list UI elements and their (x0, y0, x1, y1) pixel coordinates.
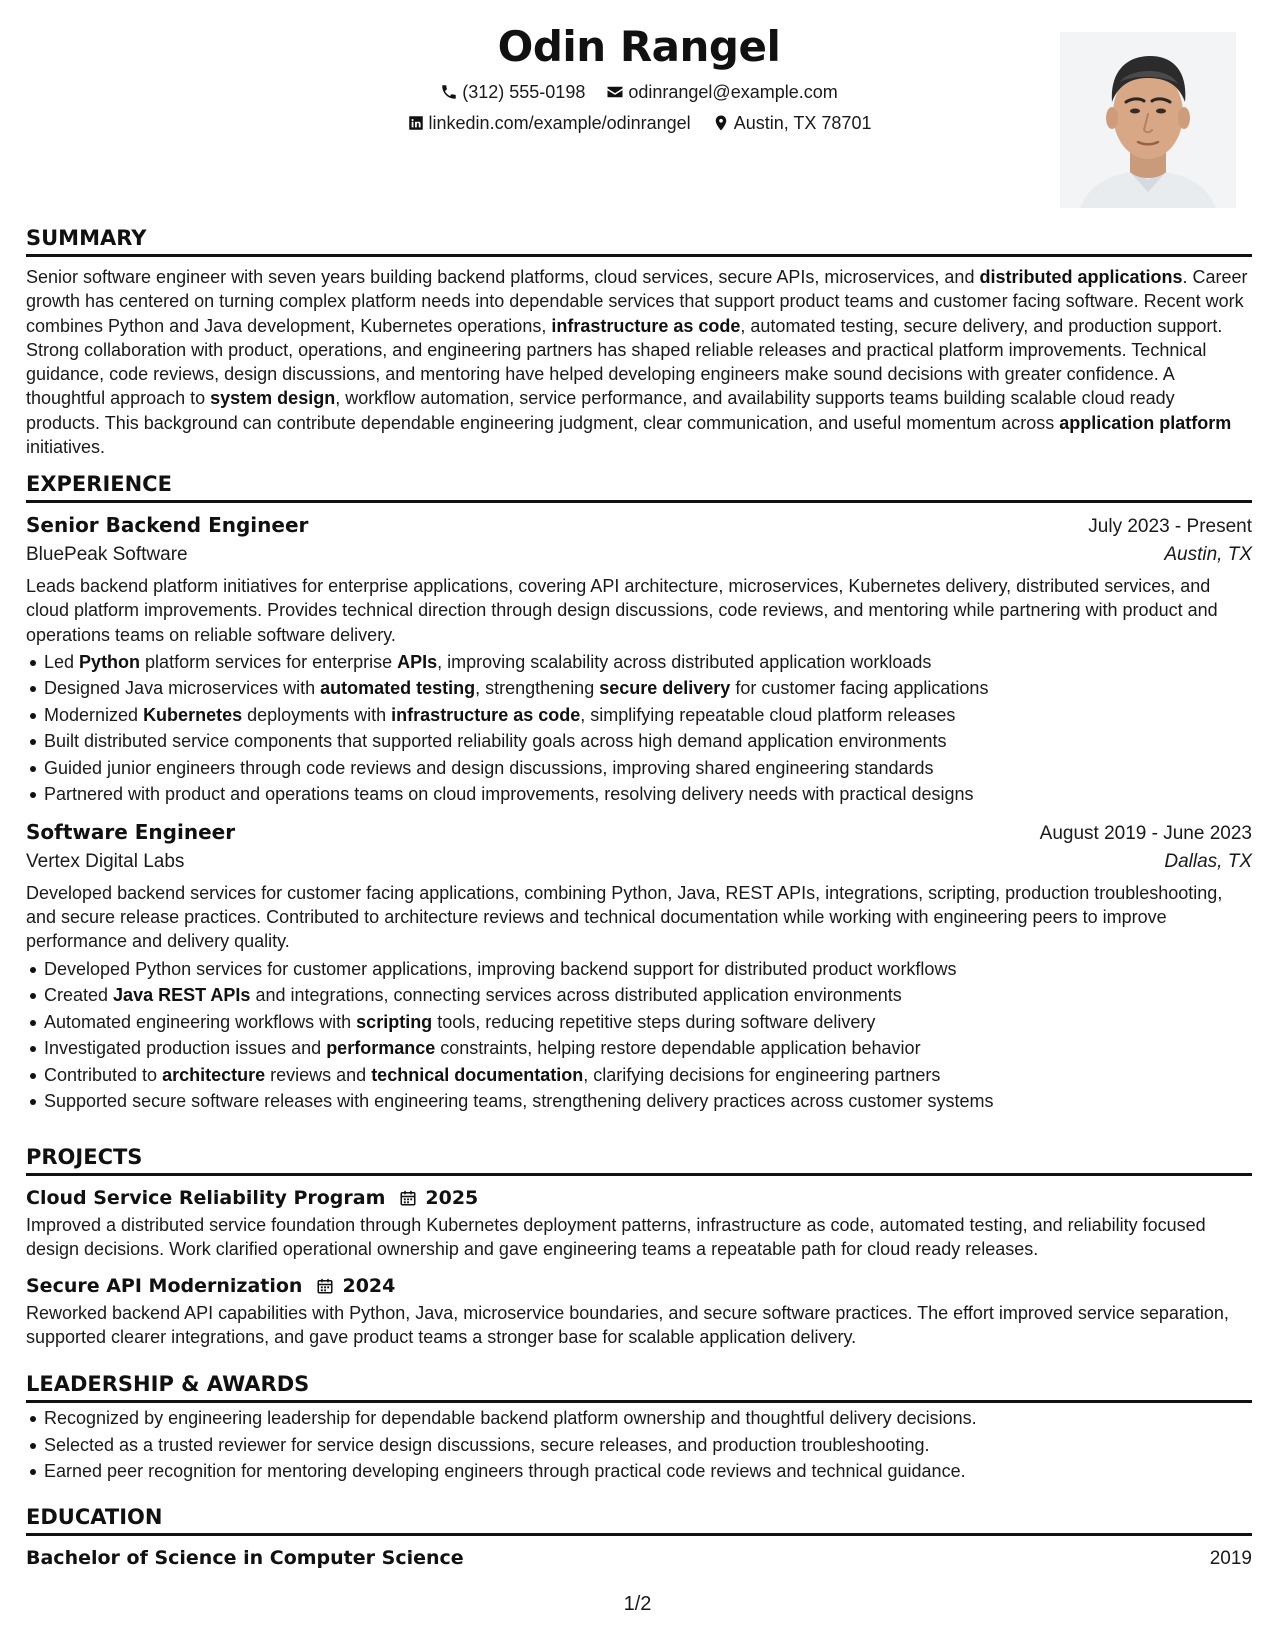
job-title: Software Engineer (26, 819, 236, 844)
job-bullet (44, 781, 1252, 808)
bullet-text: Contributed to (44, 1064, 163, 1085)
bullet-text: Developed Python services for customer applications, improving backend support for distributed product workflows (44, 958, 957, 979)
bullet-text: Modernized (44, 704, 144, 725)
summary-keyword: system design (210, 388, 336, 409)
job-dates: July 2023 - Present (1088, 516, 1252, 537)
project-year: 2024 (342, 1274, 396, 1297)
bullet-keyword: scripting (356, 1011, 433, 1032)
project-entry (26, 1272, 1252, 1350)
summary-text: , workflow automation, service performance, and availability supports teams building scalable cloud ready products. This background can contribute dependable engineering judgment, clear communication, and useful momentum across (26, 388, 1175, 433)
leadership-item: Selected as a trusted reviewer for service design discussions, secure releases, and production troubleshooting. (44, 1432, 1252, 1459)
leadership-item: Recognized by engineering leadership for dependable backend platform ownership and thoughtful delivery decisions. (44, 1405, 1252, 1432)
resume-page (26, 0, 1252, 1569)
job-location: Dallas, TX (1164, 850, 1252, 872)
education-year: 2019 (1209, 1548, 1252, 1569)
project-name: Cloud Service Reliability Program (26, 1187, 386, 1209)
bullet-text: , improving scalability across distributed application workloads (437, 651, 932, 672)
bullet-text: Guided junior engineers through code reviews and design discussions, improving shared engineering standards (44, 757, 934, 778)
section-title-leadership: LEADERSHIP & AWARDS (26, 1370, 1252, 1403)
experience-section (26, 470, 1252, 1115)
bullet-keyword: secure delivery (599, 678, 731, 699)
project-name: Secure API Modernization (26, 1274, 303, 1297)
job-bullet (44, 649, 1252, 676)
education-degree: Bachelor of Science in Computer Science (26, 1547, 464, 1569)
section-title-summary: SUMMARY (26, 224, 1252, 257)
bullet-text: constraints, helping restore dependable application behavior (435, 1038, 921, 1059)
location-text: Austin, TX 78701 (733, 113, 872, 133)
summary-text: Senior software engineer with seven years building backend platforms, cloud services, secure APIs, microservices, and (26, 267, 980, 287)
linkedin-icon (407, 114, 425, 132)
job-header (26, 818, 1252, 848)
job-bullet (44, 956, 1252, 983)
job-description: Leads backend platform initiatives for enterprise applications, covering API architecture, microservices, Kubernetes delivery, distributed services, and cloud platform improvements. Provides technical direction through design discussions, code reviews, and mentoring while partnering with product and operations teams on reliable software delivery. (26, 576, 1218, 645)
bullet-text: Built distributed service components that supported reliability goals across high demand application environments (44, 731, 947, 752)
section-title-education: EDUCATION (26, 1503, 1252, 1536)
job-bullet (44, 1062, 1252, 1089)
job-bullet (44, 1009, 1252, 1036)
job-bullet (44, 728, 1252, 755)
bullet-text: Created (44, 985, 114, 1006)
phone-number: (312) 555-0198 (462, 82, 586, 102)
envelope-icon (606, 83, 624, 101)
job-entry (26, 511, 1252, 808)
calendar-icon (316, 1277, 334, 1295)
project-entry (26, 1184, 1252, 1262)
leadership-section (26, 1370, 1252, 1485)
portrait-image (1060, 32, 1236, 208)
job-bullet (44, 702, 1252, 729)
section-title-experience: EXPERIENCE (26, 470, 1252, 503)
contact-linkedin[interactable] (407, 111, 691, 135)
job-bullet (44, 1035, 1252, 1062)
summary-section (26, 224, 1252, 459)
bullet-text: Automated engineering workflows with (44, 1011, 357, 1032)
project-year: 2025 (425, 1187, 479, 1209)
contact-email[interactable] (606, 80, 837, 104)
project-header (26, 1272, 1252, 1300)
job-subheader (26, 541, 1252, 569)
profile-photo (1060, 32, 1236, 208)
job-bullet (44, 755, 1252, 782)
education-section (26, 1503, 1252, 1573)
summary-paragraph (26, 265, 1252, 459)
job-bullet (44, 1088, 1252, 1115)
leadership-item: Earned peer recognition for mentoring developing engineers through practical code reviews and technical guidance. (44, 1458, 1252, 1485)
education-entry (26, 1544, 1252, 1573)
job-company: BluePeak Software (26, 544, 188, 565)
bullet-keyword: automated testing (320, 678, 476, 699)
bullet-text: Investigated production issues and (44, 1038, 327, 1059)
bullet-keyword: performance (326, 1038, 436, 1059)
leadership-list (26, 1405, 1252, 1485)
bullet-text: and integrations, connecting services across distributed application environments (250, 985, 902, 1006)
bullet-text: , clarifying decisions for engineering partners (583, 1064, 941, 1085)
bullet-text: for customer facing applications (730, 678, 989, 699)
bullet-text: , strengthening (475, 678, 600, 699)
bullet-text: Led (44, 651, 80, 672)
bullet-text: Designed Java microservices with (44, 678, 321, 699)
project-header (26, 1184, 1252, 1212)
bullet-keyword: Kubernetes (143, 704, 243, 725)
job-title: Senior Backend Engineer (26, 513, 309, 537)
bullet-text: , simplifying repeatable cloud platform releases (580, 704, 956, 725)
page-number: 1/2 (623, 1593, 652, 1615)
project-description: Improved a distributed service foundation through Kubernetes deployment patterns, infrastructure as code, automated testing, and reliability focused design decisions. Work clarified operational ownership and gave engineering teams a repeatable path for cloud ready releases. (26, 1215, 1206, 1260)
bullet-text: tools, reducing repetitive steps during software delivery (432, 1011, 876, 1032)
phone-icon (440, 83, 458, 101)
job-dates: August 2019 - June 2023 (1039, 822, 1252, 844)
contact-location (712, 111, 872, 135)
summary-text: , automated testing, secure delivery, and production support. Strong collaboration with product, operations, and engineering partners has shaped reliable releases and practical platform improvements. Technical guidance, code reviews, design discussions, and mentoring have helped developing engineers make sound decisions with greater confidence. A thoughtful approach to (26, 315, 1223, 409)
map-pin-icon (712, 114, 730, 132)
bullet-text: platform services for enterprise (140, 651, 398, 672)
job-entry (26, 818, 1252, 1115)
summary-keyword: infrastructure as code (551, 315, 741, 336)
job-company: Vertex Digital Labs (26, 850, 185, 872)
bullet-keyword: architecture (162, 1064, 266, 1085)
summary-keyword: distributed applications (979, 267, 1183, 287)
job-bullet (44, 982, 1252, 1009)
job-location: Austin, TX (1164, 544, 1252, 565)
bullet-keyword: Java REST APIs (113, 985, 251, 1006)
linkedin-url[interactable]: linkedin.com/example/odinrangel (428, 113, 691, 133)
summary-text: . Career growth has centered on turning complex platform needs into dependable services that support product teams and customer facing software. Recent work combines Python and Java development, Kubernetes operations, (26, 267, 1248, 336)
candidate-name: Odin Rangel (497, 22, 781, 71)
contact-phone (440, 80, 585, 104)
job-bullet-list (26, 956, 1252, 1115)
job-subheader (26, 848, 1252, 876)
projects-section (26, 1143, 1252, 1349)
bullet-text: deployments with (242, 704, 392, 725)
bullet-keyword: infrastructure as code (391, 704, 581, 725)
bullet-text: Partnered with product and operations teams on cloud improvements, resolving delivery needs with practical designs (44, 784, 974, 805)
project-description: Reworked backend API capabilities with Python, Java, microservice boundaries, and secure software practices. The effort improved service separation, supported clearer integrations, and gave product teams a stronger base for scalable application delivery. (26, 1302, 1229, 1347)
section-title-projects: PROJECTS (26, 1143, 1252, 1176)
calendar-icon (399, 1189, 417, 1207)
bullet-keyword: technical documentation (371, 1064, 584, 1085)
job-description: Developed backend services for customer facing applications, combining Python, Java, REST APIs, integrations, scripting, production troubleshooting, and secure release practices. Contributed to architecture reviews and technical documentation while working with engineering peers to improve performance and delivery quality. (26, 882, 1223, 952)
email-address[interactable]: odinrangel@example.com (628, 82, 838, 102)
bullet-keyword: APIs (397, 651, 438, 672)
bullet-text: reviews and (265, 1064, 372, 1085)
summary-keyword: application platform (1059, 412, 1232, 433)
bullet-keyword: Python (79, 651, 141, 672)
job-bullet (44, 675, 1252, 702)
job-header (26, 511, 1252, 541)
summary-text: initiatives. (26, 437, 106, 458)
job-bullet-list (26, 649, 1252, 808)
resume-header (26, 0, 1252, 224)
bullet-text: Supported secure software releases with engineering teams, strengthening delivery practices across customer systems (44, 1091, 994, 1112)
